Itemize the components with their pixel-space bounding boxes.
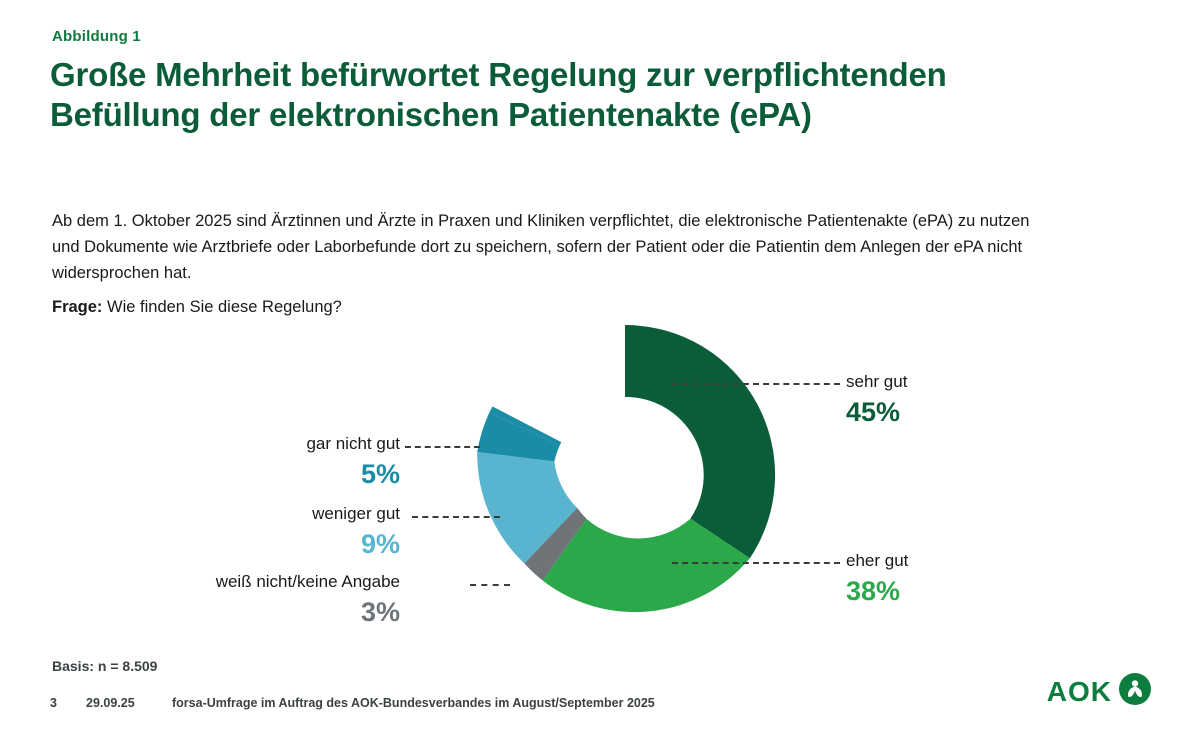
- footer: [50, 696, 655, 710]
- callout-weniger-gut: [100, 505, 400, 561]
- footer-date: 29.09.25: [86, 696, 135, 710]
- donut-svg: [470, 320, 780, 630]
- callout-label-sehr-gut: sehr gut: [846, 372, 908, 391]
- callout-value-gar-nicht-gut: 5%: [360, 458, 400, 489]
- page-number: 3: [50, 696, 57, 710]
- callout-sehr-gut: [846, 373, 907, 429]
- callout-value-sehr-gut: 45%: [846, 396, 901, 427]
- callout-label-weniger-gut: weniger gut: [312, 504, 400, 523]
- footer-source: forsa-Umfrage im Auftrag des AOK-Bundesverbandes im August/September 2025: [172, 696, 655, 710]
- leader-line-sehr-gut: [672, 383, 840, 385]
- callout-value-weniger-gut: 9%: [360, 528, 400, 559]
- aok-logo: [1047, 672, 1152, 711]
- callout-weiss-nicht: [60, 573, 400, 629]
- question-text: Wie finden Sie diese Regelung?: [107, 298, 342, 316]
- aok-wordmark: AOK: [1046, 675, 1112, 707]
- figure-label: Abbildung 1: [52, 28, 141, 45]
- callout-eher-gut: [846, 552, 908, 608]
- callout-value-eher-gut: 38%: [846, 575, 901, 606]
- intro-text: Ab dem 1. Oktober 2025 sind Ärztinnen und Ärzte in Praxen und Kliniken verpflichtet, die elektronische Patientenakte (ePA) zu nutzen und Dokumente wie Arztbriefe oder Laborbefunde dort zu speichern, sofern der Patient oder die Patientin dem Anlegen der ePA nicht widersprochen hat.: [52, 212, 1030, 283]
- leader-line-eher-gut: [672, 562, 840, 564]
- leader-line-weiss-nicht: [470, 584, 510, 586]
- donut-graphic: [470, 320, 780, 630]
- question-label: Frage:: [52, 298, 103, 316]
- leader-line-gar-nicht-gut: [405, 446, 480, 448]
- callout-gar-nicht-gut: [100, 435, 400, 491]
- slice-sehr-gut: [625, 325, 775, 558]
- callout-label-gar-nicht-gut: gar nicht gut: [306, 434, 400, 453]
- callout-label-weiss-nicht: weiß nicht/keine Angabe: [215, 572, 400, 591]
- basis-note: Basis: n = 8.509: [52, 658, 158, 674]
- leader-line-weniger-gut: [412, 516, 500, 518]
- donut-chart: [0, 315, 1200, 645]
- aok-leaf-icon: [1118, 672, 1152, 711]
- callout-label-eher-gut: eher gut: [846, 551, 909, 570]
- callout-value-weiss-nicht: 3%: [360, 596, 400, 627]
- page-title: Große Mehrheit befürwortet Regelung zur verpflichtenden Befüllung der elektronischen Patientenakte (ePA): [50, 56, 947, 134]
